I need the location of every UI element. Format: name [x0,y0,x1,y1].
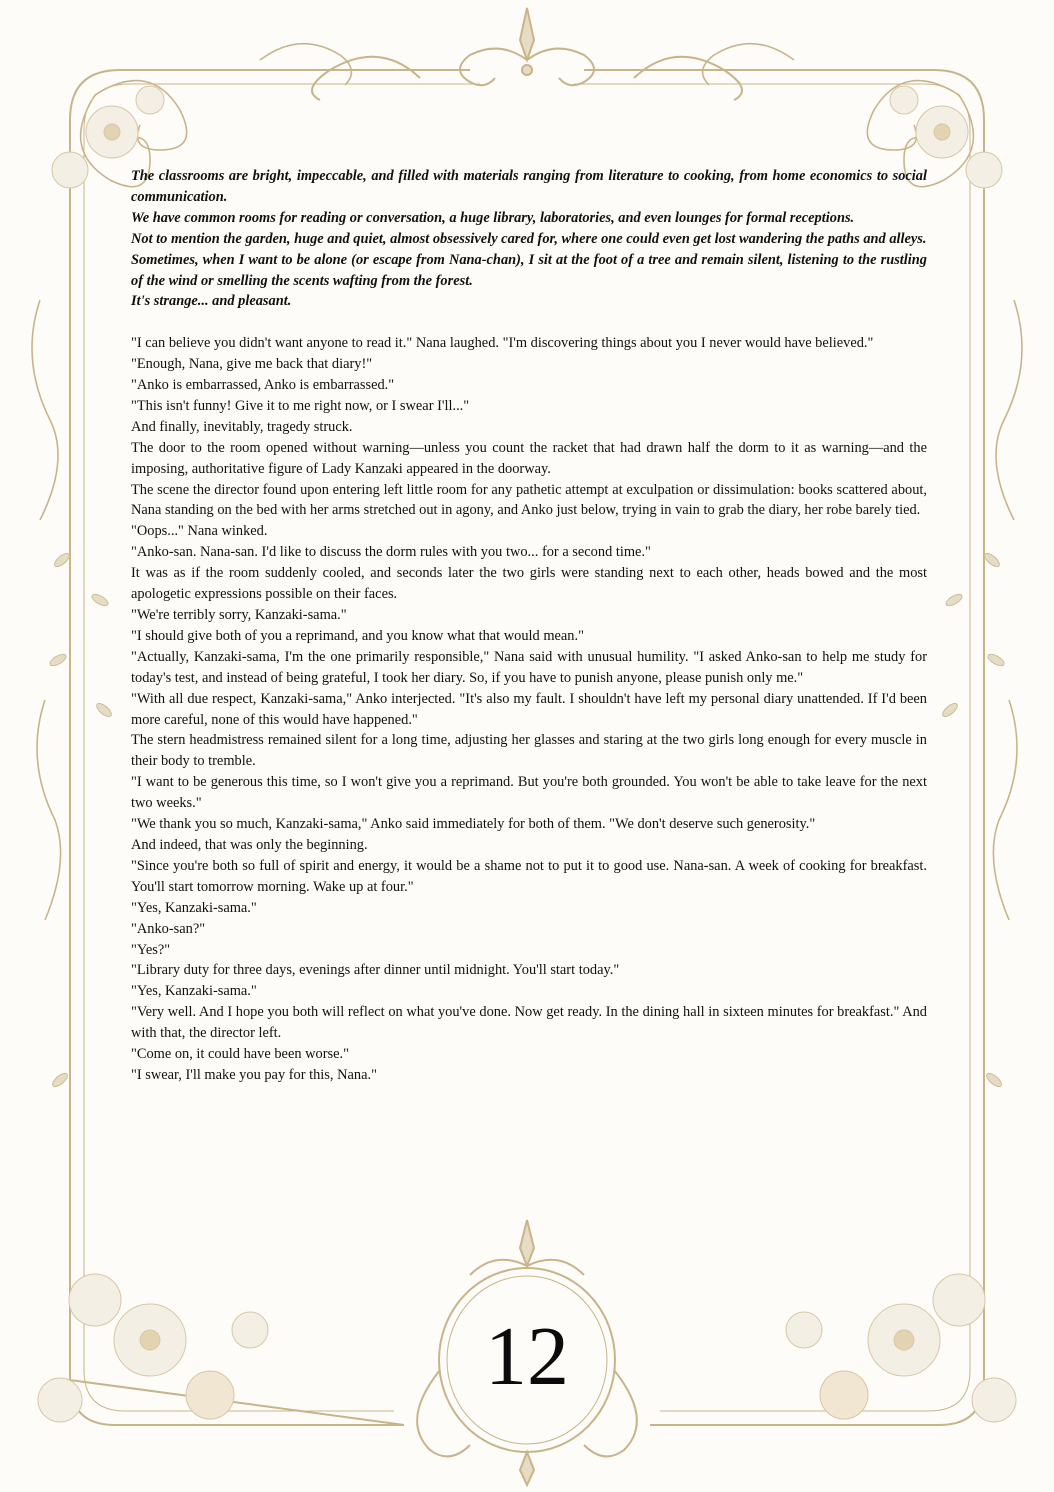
story-paragraph: "I can believe you didn't want anyone to read it." Nana laughed. "I'm discovering things about you I never would have believed." [131,335,874,352]
story-paragraph: And indeed, that was only the beginning. [131,836,368,853]
diary-paragraph: We have common rooms for reading or conversation, a huge library, laboratories, and even lounges for formal receptions. [131,209,855,226]
story-paragraph: "Yes?" [131,941,171,958]
story-paragraph: "I should give both of you a reprimand, and you know what that would mean." [131,627,584,644]
story-paragraph: "With all due respect, Kanzaki-sama," Anko interjected. "It's also my fault. I shouldn't have left my personal diary unattended. If I'd been more careful, none of this would have happened." [131,690,927,728]
story-paragraph: "Come on, it could have been worse." [131,1046,349,1063]
narrative [131,333,927,1086]
diary-excerpt [131,166,927,312]
story-paragraph: "Library duty for three days, evenings after dinner until midnight. You'll start today." [131,962,620,979]
diary-paragraph: Not to mention the garden, huge and quiet, almost obsessively cared for, where one could even get lost wandering the paths and alleys. [131,230,927,247]
story-paragraph: "I want to be generous this time, so I won't give you a reprimand. But you're both grounded. You won't be able to take leave for the next two weeks." [131,774,927,812]
story-paragraph: "This isn't funny! Give it to me right now, or I swear I'll..." [131,397,470,414]
top-finial-ornament [312,8,742,100]
story-paragraph: "Yes, Kanzaki-sama." [131,983,257,1000]
page-number: 12 [485,1310,569,1403]
story-paragraph: The stern headmistress remained silent for a long time, adjusting her glasses and staring at the two girls long enough for every muscle in their body to tremble. [131,732,927,770]
story-paragraph: "Anko is embarrassed, Anko is embarrassed." [131,377,395,394]
diary-paragraph: Sometimes, when I want to be alone (or escape from Nana-chan), I sit at the foot of a tree and remain silent, listening to the rustling of the wind or smelling the scents wafting from the forest. [131,251,927,289]
story-paragraph: The scene the director found upon entering left little room for any pathetic attempt at exculpation or dissimulation: books scattered about, Nana standing on the bed with her arms stretched out in agony, and Anko just below, trying in vain to grab the diary, her robe barely tied. [131,481,927,519]
story-paragraph: "Yes, Kanzaki-sama." [131,899,257,916]
story-paragraph: "Actually, Kanzaki-sama, I'm the one primarily responsible," Nana said with unusual humility. "I asked Anko-san to help me study for today's test, and instead of being grateful, I took her diary. So, if you have to punish anyone, please punish only me." [131,648,927,686]
story-paragraph: "Enough, Nana, give me back that diary!" [131,356,373,373]
story-paragraph: And finally, inevitably, tragedy struck. [131,418,353,435]
story-paragraph: "Very well. And I hope you both will reflect on what you've done. Now get ready. In the dining hall in sixteen minutes for breakfast." And with that, the director left. [131,1004,927,1042]
paragraph-spacer [131,312,927,333]
story-paragraph: "I swear, I'll make you pay for this, Nana." [131,1066,377,1083]
story-paragraph: "Oops..." Nana winked. [131,523,268,540]
story-paragraph: "We're terribly sorry, Kanzaki-sama." [131,607,347,624]
story-paragraph: "Anko-san?" [131,920,206,937]
diary-paragraph: It's strange... and pleasant. [131,293,292,310]
story-paragraph: "Since you're both so full of spirit and energy, it would be a shame not to put it to good use. Nana-san. A week of cooking for breakfast. You'll start tomorrow morning. Wake up at four." [131,857,927,895]
story-paragraph: "Anko-san. Nana-san. I'd like to discuss the dorm rules with you two... for a second time." [131,544,651,561]
flower-cluster-bottom-right [786,1274,1016,1422]
flower-cluster-bottom-left [38,1274,268,1422]
page-text [131,166,927,1086]
story-paragraph: It was as if the room suddenly cooled, and seconds later the two girls were standing next to each other, heads bowed and the most apologetic expressions possible on their faces. [131,565,927,603]
story-paragraph: The door to the room opened without warning—unless you count the racket that had drawn half the dorm to it as warning—and the imposing, authoritative figure of Lady Kanzaki appeared in the doorway. [131,439,927,477]
diary-paragraph: The classrooms are bright, impeccable, and filled with materials ranging from literature to cooking, from home economics to social communication. [131,168,927,205]
story-paragraph: "We thank you so much, Kanzaki-sama," Anko said immediately for both of them. "We don't deserve such generosity." [131,816,816,833]
